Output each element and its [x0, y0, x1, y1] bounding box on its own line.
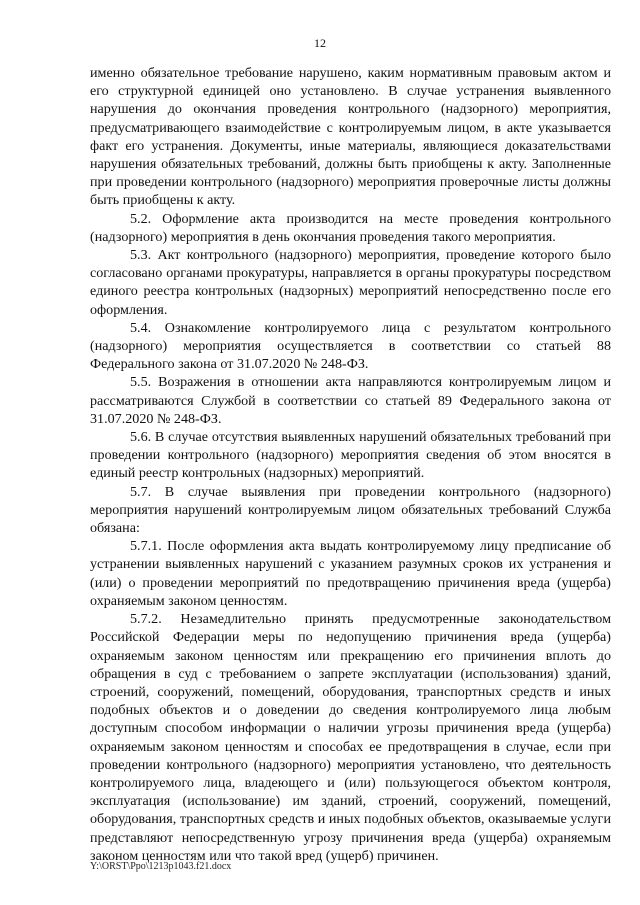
paragraph-5-5: 5.5. Возражения в отношении акта направляются контролируемым лицом и рассматриваются Службой в соответствии со статьей 89 Федерального закона от 31.07.2020 № 248-ФЗ. — [90, 374, 611, 427]
paragraph-5-7-1: 5.7.1. После оформления акта выдать контролируемому лицу предписание об устранении выявленных нарушений с указанием разумных сроков их устранения и (или) о проведении мероприятий по предотвращению причинения вреда (ущерба) охраняемым законом ценностям. — [90, 538, 611, 609]
paragraph-5-2: 5.2. Оформление акта производится на месте проведения контрольного (надзорного) мероприятия в день окончания проведения такого мероприятия. — [90, 210, 611, 245]
paragraph-5-6: 5.6. В случае отсутствия выявленных нарушений обязательных требований при проведении контрольного (надзорного) мероприятия сведения об этом вносятся в единый реестр контрольных (надзорных) мероприятий. — [90, 429, 611, 482]
page-number: 12 — [314, 36, 326, 50]
paragraph-5-3: 5.3. Акт контрольного (надзорного) мероприятия, проведение которого было согласовано органами прокуратуры, направляется в органы прокуратуры посредством единого реестра контрольных (надзорных) мероприятий непосредственно после его оформления. — [90, 247, 611, 318]
paragraph-continuation: именно обязательное требование нарушено, каким нормативным правовым актом и его структурной единицей оно установлено. В случае устранения выявленного нарушения до окончания проведения контрольного (надзорного) мероприятия, предусматривающего взаимодействие с контролируемым лицом, в акте указывается факт его устранения. Документы, иные материалы, являющиеся доказательствами нарушения обязательных требований, должны быть приобщены к акту. Заполненные при проведении контрольного (надзорного) мероприятия проверочные листы должны быть приобщены к акту. — [90, 65, 611, 209]
footer-file-path: Y:\ORST\Ppo\1213p1043.f21.docx — [90, 861, 232, 872]
paragraph-5-7: 5.7. В случае выявления при проведении контрольного (надзорного) мероприятия нарушений контролируемым лицом обязательных требований Служба обязана: — [90, 483, 611, 537]
paragraph-5-7-2: 5.7.2. Незамедлительно принять предусмотренные законодательством Российской Федерации меры по недопущению причинения вреда (ущерба) охраняемым законом ценностям или прекращению его причинения вплоть до обращения в суд с требованием о запрете эксплуатации (использования) зданий, строений, сооружений, помещений, оборудования, транспортных средств и иных подобных объектов и о доведении до сведения контролируемого лица любым доступным способом информации о наличии угрозы причинения вреда (ущерба) охраняемым законом ценностям и способах ее предотвращения в случае, если при проведении контрольного (надзорного) мероприятия установлено, что деятельность контролируемого лица, владеющего и (или) пользующегося объектом контроля, эксплуатация (использование) им зданий, строений, сооружений, помещений, оборудования, транспортных средств и иных подобных объектов, оказываемые услуги представляют непосредственную угрозу причинения вреда (ущерба) охраняемым законом ценностям или что такой вред (ущерб) причинен. — [90, 611, 611, 864]
document-body — [90, 64, 611, 865]
paragraph-5-4: 5.4. Ознакомление контролируемого лица с результатом контрольного (надзорного) мероприятия осуществляется в соответствии со статьей 88 Федерального закона от 31.07.2020 № 248-ФЗ. — [90, 319, 611, 373]
